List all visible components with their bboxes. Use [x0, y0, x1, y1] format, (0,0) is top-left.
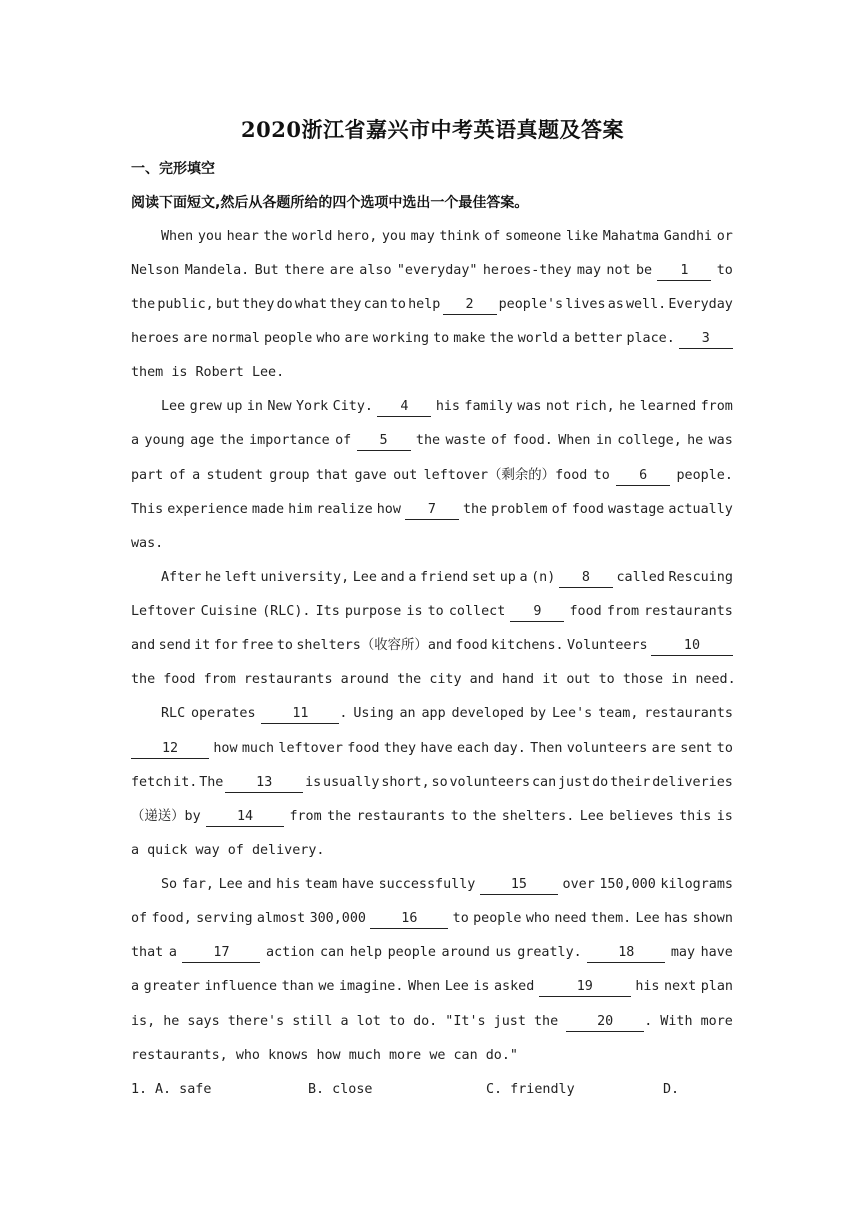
blank-16[interactable]: 16 — [370, 910, 448, 929]
passage-line: Leftover Cuisine (RLC). Its purpose is to collect 9 food from restaurants — [131, 601, 733, 623]
blank-18[interactable]: 18 — [587, 944, 665, 963]
option-number: 1. — [131, 1082, 148, 1097]
passage-line: the public, but they do what they can to help 2 people's lives as well. Everyday — [131, 294, 733, 316]
passage-line: is, he says there's still a lot to do. "It's just the 20 . With more — [131, 1011, 733, 1033]
passage-line: 12 how much leftover food they have each day. Then volunteers are sent to — [131, 738, 733, 760]
passage-line: Nelson Mandela. But there are also "everyday" heroes-they may not be 1 to — [131, 260, 733, 282]
blank-2[interactable]: 2 — [443, 296, 497, 315]
blank-9[interactable]: 9 — [510, 603, 564, 622]
passage-line: （递送）by 14 from the restaurants to the shelters. Lee believes this is — [131, 806, 733, 828]
blank-5[interactable]: 5 — [357, 432, 411, 451]
passage-line: a greater influence than we imagine. When Lee is asked 19 his next plan — [131, 976, 733, 998]
blank-4[interactable]: 4 — [377, 398, 431, 417]
passage-line: them is Robert Lee. — [131, 365, 285, 380]
passage-line: heroes are normal people who are working to make the world a better place. 3 — [131, 328, 733, 350]
passage-line: When you hear the world hero, you may think of someone like Mahatma Gandhi or — [161, 229, 733, 244]
passage-line: that a 17 action can help people around us greatly. 18 may have — [131, 942, 733, 964]
blank-13[interactable]: 13 — [225, 774, 303, 793]
blank-3[interactable]: 3 — [679, 330, 733, 349]
blank-19[interactable]: 19 — [539, 978, 631, 997]
blank-11[interactable]: 11 — [261, 705, 339, 724]
blank-20[interactable]: 20 — [566, 1013, 644, 1032]
passage-line: restaurants, who knows how much more we can do." — [131, 1048, 518, 1063]
passage-line: the food from restaurants around the city and hand it out to those in need. — [131, 672, 736, 687]
passage-line: After he left university, Lee and a friend set up a (n) 8 called Rescuing — [161, 567, 733, 589]
blank-14[interactable]: 14 — [206, 808, 284, 827]
passage-line: and send it for free to shelters（收容所）and food kitchens. Volunteers 10 — [131, 635, 733, 657]
option-c[interactable]: C. friendly — [486, 1082, 575, 1097]
passage-line: So far, Lee and his team have successfully 15 over 150,000 kilograms — [161, 874, 733, 896]
blank-8[interactable]: 8 — [559, 569, 613, 588]
passage-line: RLC operates 11 . Using an app developed by Lee's team, restaurants — [161, 703, 733, 725]
blank-10[interactable]: 10 — [651, 637, 733, 656]
blank-7[interactable]: 7 — [405, 501, 459, 520]
question-1-options — [131, 1079, 733, 1101]
instruction-text: 阅读下面短文,然后从各题所给的四个选项中选出一个最佳答案。 — [131, 195, 529, 211]
blank-1[interactable]: 1 — [657, 262, 711, 281]
passage-line: This experience made him realize how 7 the problem of food wastage actually — [131, 499, 733, 521]
passage-line: Lee grew up in New York City. 4 his family was not rich, he learned from — [161, 396, 733, 418]
passage-line: fetch it. The 13 is usually short, so volunteers can just do their deliveries — [131, 772, 733, 794]
option-d[interactable]: D. — [663, 1082, 680, 1097]
blank-12[interactable]: 12 — [131, 740, 209, 759]
blank-15[interactable]: 15 — [480, 876, 558, 895]
page-title: 2020浙江省嘉兴市中考英语真题及答案 — [241, 117, 624, 142]
passage-line: part of a student group that gave out leftover（剩余的）food to 6 people. — [131, 465, 733, 487]
passage-line: was. — [131, 536, 164, 551]
blank-17[interactable]: 17 — [182, 944, 260, 963]
passage-line: a young age the importance of 5 the waste of food. When in college, he was — [131, 430, 733, 452]
passage-line: a quick way of delivery. — [131, 843, 325, 858]
option-b[interactable]: B. close — [308, 1082, 373, 1097]
option-a[interactable]: A. safe — [155, 1082, 212, 1097]
blank-6[interactable]: 6 — [616, 467, 670, 486]
passage-line: of food, serving almost 300,000 16 to people who need them. Lee has shown — [131, 908, 733, 930]
section-heading: 一、完形填空 — [131, 161, 215, 177]
